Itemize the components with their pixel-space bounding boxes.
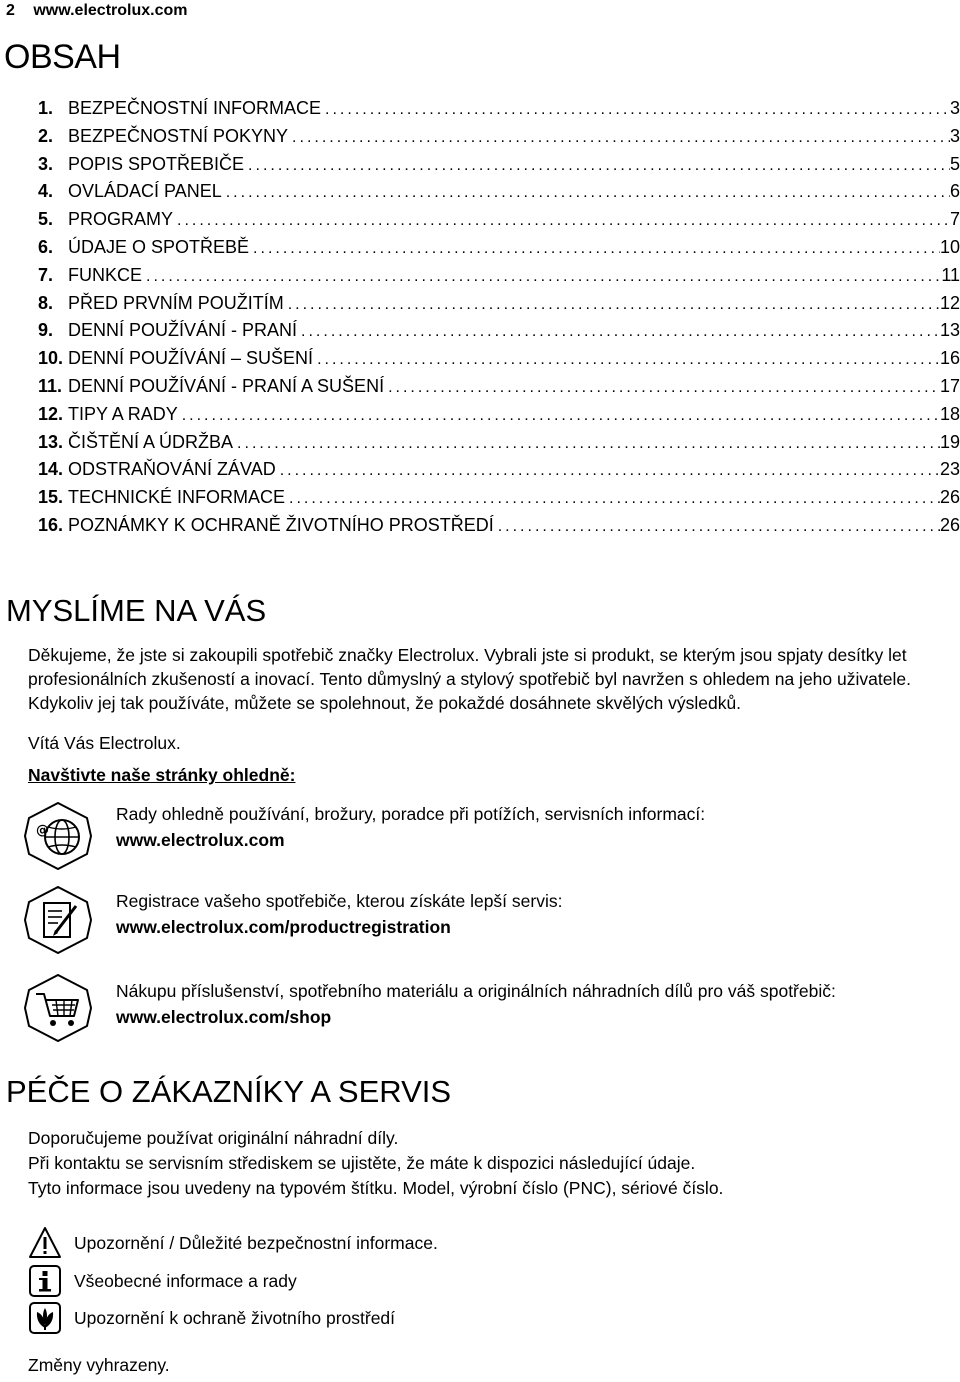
care-line: Při kontaktu se servisním střediskem se ujistěte, že máte k dispozici následující údaje.	[28, 1153, 696, 1173]
toc-item[interactable]	[38, 459, 960, 487]
toc-item-page: 11	[941, 264, 960, 285]
toc-leader-dots	[276, 462, 940, 480]
toc-item-page: 10	[939, 236, 960, 257]
toc-item-title: TIPY A RADY	[68, 403, 178, 424]
toc-item-number: 16.	[38, 514, 64, 535]
toc-item[interactable]	[38, 98, 960, 126]
toc-item[interactable]	[38, 376, 960, 404]
page-number: 2	[6, 2, 15, 19]
toc-item[interactable]	[38, 320, 960, 348]
toc-item-number: 15.	[38, 487, 64, 508]
toc-item-number: 3.	[38, 153, 54, 174]
toc-item[interactable]	[38, 515, 960, 543]
shopping-cart-icon	[22, 972, 94, 1044]
page-header	[6, 2, 187, 20]
toc-leader-dots	[284, 296, 940, 314]
care-heading: PÉČE O ZÁKAZNÍKY A SERVIS	[6, 1074, 452, 1109]
service-info	[116, 888, 946, 940]
toc-leader-dots	[384, 379, 940, 397]
care-line: Doporučujeme používat originální náhradní díly.	[28, 1128, 399, 1148]
toc-item-page: 12	[939, 292, 960, 313]
toc-item-page: 19	[939, 431, 960, 452]
toc-leader-dots	[249, 240, 940, 258]
toc-item-number: 12.	[38, 403, 64, 424]
service-description: Nákupu příslušenství, spotřebního materiálu a originálních náhradních dílů pro váš spotřebič:	[116, 981, 836, 1001]
warning-triangle-icon	[28, 1226, 62, 1260]
footnote: Změny vyhrazeny.	[28, 1355, 170, 1375]
registration-form-icon	[22, 884, 94, 956]
toc-item-number: 11.	[38, 375, 63, 396]
toc-item[interactable]	[38, 348, 960, 376]
toc-item-title: FUNKCE	[68, 264, 143, 285]
toc-item-title: DENNÍ POUŽÍVÁNÍ - PRANÍ A SUŠENÍ	[68, 375, 385, 396]
care-line: Tyto informace jsou uvedeny na typovém štítku. Model, výrobní číslo (PNC), sériové číslo.	[28, 1178, 724, 1198]
toc-item-number: 6.	[38, 236, 54, 257]
toc-leader-dots	[285, 490, 940, 508]
service-link[interactable]: www.electrolux.com/productregistration	[116, 917, 451, 937]
toc-item[interactable]	[38, 293, 960, 321]
toc-item[interactable]	[38, 265, 960, 293]
toc-item-page: 3	[949, 125, 960, 146]
toc-item-page: 23	[939, 459, 960, 480]
toc-leader-dots	[222, 184, 950, 202]
service-link[interactable]: www.electrolux.com	[116, 830, 285, 850]
toc-item-page: 6	[949, 181, 960, 202]
toc-item-number: 10.	[38, 348, 64, 369]
toc-leader-dots	[142, 268, 941, 286]
toc-item-title: PROGRAMY	[68, 209, 174, 230]
toc-item[interactable]	[38, 237, 960, 265]
toc-leader-dots	[244, 157, 950, 175]
about-heading: MYSLÍME NA VÁS	[6, 593, 267, 628]
service-info	[116, 978, 946, 1030]
service-info	[116, 801, 946, 853]
toc-leader-dots	[494, 518, 940, 536]
toc-item-page: 3	[949, 98, 960, 118]
service-link[interactable]: www.electrolux.com/shop	[116, 1007, 332, 1027]
toc-item-title: OVLÁDACÍ PANEL	[68, 181, 222, 202]
toc-item-page: 26	[939, 514, 960, 535]
toc-item-number: 8.	[38, 292, 54, 313]
toc-item-title: ÚDAJE O SPOTŘEBĚ	[68, 236, 250, 257]
legend-text: Všeobecné informace a rady	[74, 1270, 297, 1291]
toc-item-number: 9.	[38, 320, 54, 341]
toc-item-title: DENNÍ POUŽÍVÁNÍ - PRANÍ	[68, 320, 298, 341]
toc-item[interactable]	[38, 126, 960, 154]
toc-item-number: 13.	[38, 431, 64, 452]
toc-item[interactable]	[38, 404, 960, 432]
toc-item-title: DENNÍ POUŽÍVÁNÍ – SUŠENÍ	[68, 348, 314, 369]
visit-label: Navštivte naše stránky ohledně:	[28, 765, 296, 785]
toc-item[interactable]	[38, 487, 960, 515]
greeting-text: Vítá Vás Electrolux.	[28, 733, 181, 753]
toc-item-page: 16	[939, 348, 960, 369]
toc-item-title: POZNÁMKY K OCHRANĚ ŽIVOTNÍHO PROSTŘEDÍ	[68, 514, 494, 535]
toc-item-page: 13	[939, 320, 960, 341]
toc-leader-dots	[313, 351, 940, 369]
care-text	[28, 1126, 723, 1201]
toc-item-number: 1.	[38, 98, 54, 118]
legend-row	[28, 1264, 297, 1298]
environment-leaf-icon	[28, 1301, 62, 1335]
toc-item[interactable]	[38, 181, 960, 209]
legend-text: Upozornění k ochraně životního prostředí	[74, 1307, 396, 1328]
legend-row	[28, 1226, 438, 1260]
toc-leader-dots	[297, 323, 940, 341]
info-icon	[28, 1264, 62, 1298]
toc-item-page: 5	[949, 153, 960, 174]
intro-paragraph: Děkujeme, že jste si zakoupili spotřebič značky Electrolux. Vybrali jste si produkt, se kterým jsou spjaty desítky let profesionálních zkušeností a inovací. Tento důmyslný a stylový spotřebič byl navržen s ohledem na jeho uživatele. Kdykoliv jej tak používáte, můžete se spolehnout, že pokaždé dosáhnete skvělých výsledků.	[28, 645, 911, 713]
toc-item-title: POPIS SPOTŘEBIČE	[68, 153, 245, 174]
toc-item-page: 7	[949, 209, 960, 230]
toc-item-number: 14.	[38, 459, 64, 480]
service-description: Registrace vašeho spotřebiče, kterou získáte lepší servis:	[116, 891, 563, 911]
toc-item-page: 26	[939, 487, 960, 508]
toc-leader-dots	[321, 101, 950, 119]
site-url[interactable]: www.electrolux.com	[33, 2, 188, 19]
legend-text: Upozornění / Důležité bezpečnostní informace.	[74, 1232, 438, 1253]
toc-item-number: 2.	[38, 125, 54, 146]
toc-item-page: 17	[939, 375, 960, 396]
toc-item-title: BEZPEČNOSTNÍ INFORMACE	[68, 98, 322, 118]
toc-heading: OBSAH	[4, 38, 121, 76]
toc-item-number: 5.	[38, 209, 54, 230]
toc-item[interactable]	[38, 432, 960, 460]
toc-leader-dots	[173, 212, 950, 230]
legend-row	[28, 1301, 395, 1335]
service-description: Rady ohledně používání, brožury, poradce při potížích, servisních informací:	[116, 804, 706, 824]
toc-leader-dots	[288, 129, 950, 147]
toc-item-number: 4.	[38, 181, 54, 202]
svg-text:@: @	[36, 823, 49, 838]
toc-leader-dots	[233, 435, 940, 453]
toc-item-title: ČIŠTĚNÍ A ÚDRŽBA	[68, 431, 234, 452]
toc-item-title: PŘED PRVNÍM POUŽITÍM	[68, 292, 284, 313]
toc-item-title: BEZPEČNOSTNÍ POKYNY	[68, 125, 289, 146]
toc-item-title: TECHNICKÉ INFORMACE	[68, 487, 286, 508]
globe-at-icon	[22, 800, 94, 872]
toc-item-page: 18	[939, 403, 960, 424]
toc-item[interactable]	[38, 209, 960, 237]
toc-item-title: ODSTRAŇOVÁNÍ ZÁVAD	[68, 459, 276, 480]
toc-leader-dots	[178, 407, 940, 425]
toc-item-number: 7.	[38, 264, 54, 285]
toc-item[interactable]	[38, 154, 960, 182]
table-of-contents	[38, 98, 960, 543]
